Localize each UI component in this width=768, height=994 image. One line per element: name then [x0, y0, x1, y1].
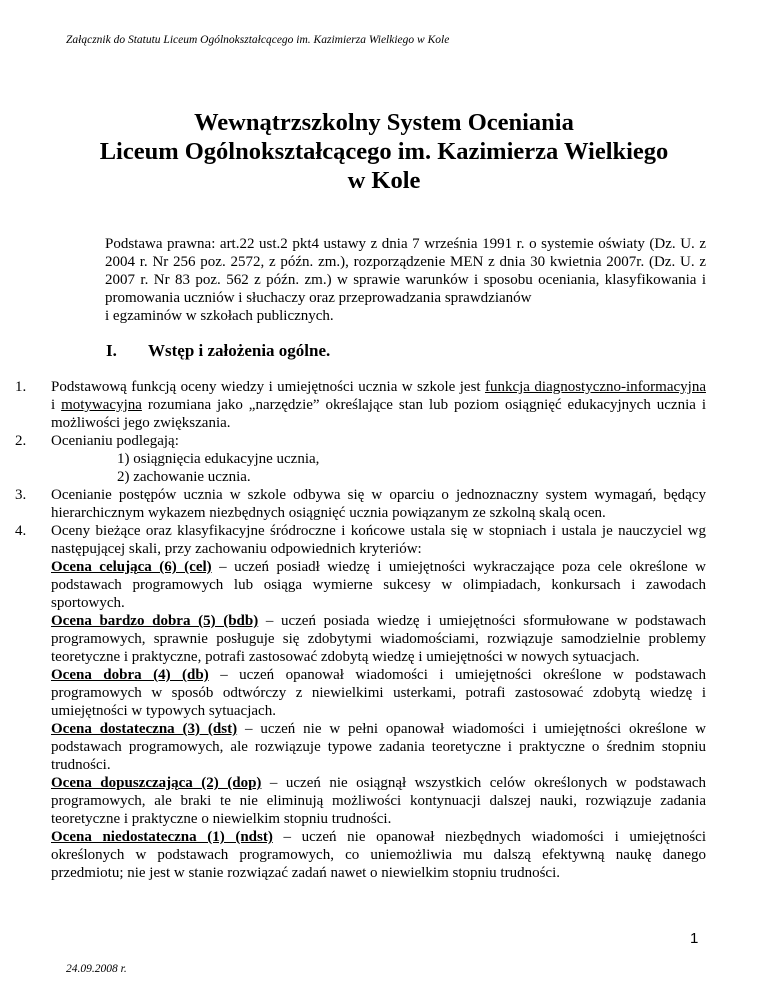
- grade-label: Ocena celująca (6) (cel): [51, 559, 212, 575]
- grade-label: Ocena bardzo dobra (5) (bdb): [51, 613, 259, 629]
- grade-entry-dostateczna: [51, 720, 706, 774]
- list-item-text: Ocenianie postępów ucznia w szkole odbywa się w oparciu o jednoznaczny system wymagań, będący hierarchicznym wykazem niezbędnych osiągnięć ucznia powiązanym ze szkolną skalą ocen.: [51, 487, 706, 521]
- grade-label: Ocena niedostateczna (1) (ndst): [51, 829, 273, 845]
- grade-label: Ocena dopuszczająca (2) (dop): [51, 775, 262, 791]
- title-line-2: Liceum Ogólnokształcącego im. Kazimierza Wielkiego: [99, 138, 669, 165]
- grade-label: Ocena dostateczna (3) (dst): [51, 721, 238, 737]
- grade-description: – uczeń opanował wiadomości i umiejętności określone w podstawach programowych w sposób odtwórczy z niewielkimi usterkami, potrafi zastosować zdobytą wiedzę i umiejętności w typowych sytuacjach.: [51, 667, 706, 719]
- section-content: [15, 378, 706, 882]
- grade-entry-celujaca: [51, 558, 706, 612]
- legal-basis-last-line: i egzaminów w szkołach publicznych.: [105, 308, 334, 324]
- footer-date: 24.09.2008 r.: [66, 963, 127, 975]
- grade-description: – uczeń nie opanował niezbędnych wiadomości i umiejętności określonych w podstawach programowych, co uniemożliwia mu dalszą efektywną naukę danego przedmiotu; nie jest w stanie rozwiązać zadań nawet o niewielkim stopniu trudności.: [51, 829, 707, 881]
- section-title: Wstęp i założenia ogólne.: [148, 341, 331, 360]
- list-item-number: 4.: [15, 523, 27, 539]
- list-item-1: [15, 378, 706, 432]
- legal-basis-text: Podstawa prawna: art.22 ust.2 pkt4 ustawy z dnia 7 września 1991 r. o systemie oświaty (Dz. U. z 2004 r. Nr 256 poz. 2572, z późn. zm.), rozporządzenie MEN z dnia 30 kwietnia 2007r. (Dz. U. z 2007 r. Nr 83 poz. 562 z późn. zm.) w sprawie warunków i sposobu oceniania, klasyfikowania i promowania uczniów i słuchaczy oraz przeprowadzania sprawdzianów: [105, 236, 706, 306]
- list-item-text: Podstawową funkcją oceny wiedzy i umiejętności ucznia w szkole jest: [51, 379, 485, 395]
- grade-entry-bardzo-dobra: [51, 612, 706, 666]
- legal-basis: [105, 235, 706, 325]
- list-item-number: 2.: [15, 433, 27, 449]
- underlined-term: motywacyjna: [61, 397, 142, 413]
- grade-label: Ocena dobra (4) (db): [51, 667, 209, 683]
- underlined-term: funkcja diagnostyczno-informacyjna: [484, 379, 706, 395]
- sub-item: 1) osiągnięcia edukacyjne ucznia,: [117, 451, 320, 467]
- title-line-3: w Kole: [347, 167, 421, 194]
- list-item-text: i: [51, 397, 62, 413]
- grade-description: – uczeń posiada wiedzę i umiejętności sformułowane w podstawach programowych, sprawnie posługuje się zdobytymi wiadomościami, rozwiązuje samodzielnie problemy teoretyczne i praktyczne, potrafi zastosować zdobytą wiedzę i umiejętności w nowych sytuacjach.: [51, 613, 706, 665]
- page-header: Załącznik do Statutu Liceum Ogólnokształcącego im. Kazimierza Wielkiego w Kole: [66, 34, 450, 46]
- grade-entry-dobra: [51, 666, 706, 720]
- document-title: [40, 108, 728, 195]
- section-heading: [106, 341, 330, 361]
- list-item-4: [15, 522, 706, 882]
- list-item-text: Oceny bieżące oraz klasyfikacyjne śródroczne i końcowe ustala się w stopniach i ustala je nauczyciel wg następującej skali, przy zachowaniu odpowiednich kryteriów:: [51, 523, 706, 557]
- sub-item: 2) zachowanie ucznia.: [117, 469, 251, 485]
- grade-entry-dopuszczajaca: [51, 774, 706, 828]
- page-number: 1: [690, 930, 699, 947]
- title-line-1: Wewnątrzszkolny System Oceniania: [194, 109, 574, 136]
- grade-entry-niedostateczna: [51, 828, 706, 882]
- list-item-text: Ocenianiu podlegają:: [51, 433, 179, 449]
- list-item-3: [15, 486, 706, 522]
- list-item-number: 3.: [15, 487, 27, 503]
- grade-description: – uczeń posiadł wiedzę i umiejętności wykraczające poza cele określone w podstawach programowych lub osiąga wymierne sukcesy w olimpiadach, konkursach i zawodach sportowych.: [51, 559, 706, 611]
- list-item-text: rozumiana jako „narzędzie” określające stan lub poziom osiągnięć edukacyjnych ucznia i możliwości jego zwiększania.: [51, 397, 706, 431]
- grade-description: – uczeń nie osiągnął wszystkich celów określonych w podstawach programowych, ale braki te nie eliminują możliwości kontynuacji dalszej nauki, rozwiązuje zadania teoretyczne i praktyczne o niewielkim stopniu trudności.: [51, 775, 707, 827]
- list-item-2: [15, 432, 706, 486]
- grade-description: – uczeń nie w pełni opanował wiadomości i umiejętności określone w podstawach programowych, ale rozwiązuje typowe zadania teoretyczne i praktyczne o średnim stopniu trudności.: [51, 721, 707, 773]
- list-item-number: 1.: [15, 379, 27, 395]
- section-number: I.: [106, 341, 117, 360]
